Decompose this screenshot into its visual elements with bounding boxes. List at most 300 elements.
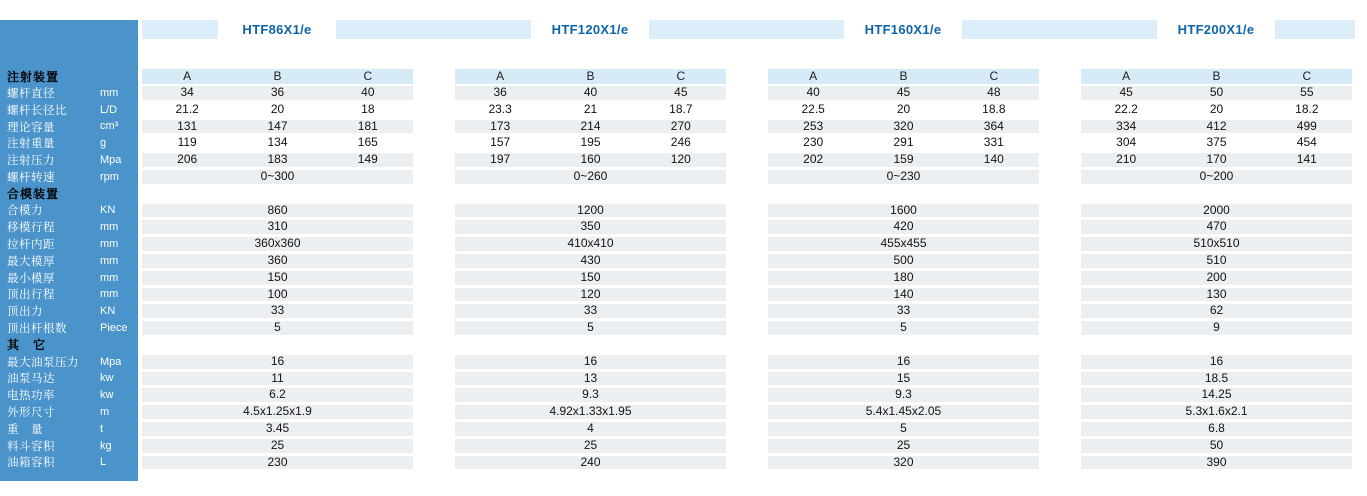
data-cell: 22.2 xyxy=(1114,101,1138,116)
data-row xyxy=(1081,204,1352,218)
data-cell-merged: 510 xyxy=(1206,252,1227,267)
param-label-row xyxy=(0,103,138,117)
param-unit: L xyxy=(100,456,107,469)
param-label: 移模行程 xyxy=(7,222,55,235)
param-unit: rpm xyxy=(100,170,119,183)
data-row xyxy=(455,422,726,436)
data-row xyxy=(142,86,413,100)
data-row xyxy=(768,304,1039,318)
data-cell-merged: 500 xyxy=(893,252,914,267)
data-cell-merged: 860 xyxy=(267,202,288,217)
param-label-row xyxy=(0,321,138,335)
param-label: 拉杆内距 xyxy=(7,239,55,252)
data-cell: 195 xyxy=(580,135,601,150)
data-cell-merged: 9.3 xyxy=(582,387,599,402)
data-cell: 197 xyxy=(490,152,511,167)
data-cell-merged: 410x410 xyxy=(567,236,614,251)
param-label: 油泵马达 xyxy=(7,373,55,386)
param-label: 电热功率 xyxy=(7,390,55,403)
param-label-row xyxy=(0,120,138,134)
column-header: A xyxy=(496,68,505,83)
data-cell-merged: 16 xyxy=(270,353,285,368)
param-unit: kg xyxy=(100,439,112,452)
data-cell: 20 xyxy=(896,101,911,116)
param-label-row xyxy=(0,304,138,318)
param-label-row xyxy=(0,388,138,402)
data-row xyxy=(142,237,413,251)
data-cell-merged: 180 xyxy=(893,269,914,284)
param-label-row xyxy=(0,439,138,453)
data-cell: 160 xyxy=(580,152,601,167)
column-header-row xyxy=(142,69,413,84)
spec-group-1 xyxy=(142,69,413,472)
column-header: B xyxy=(273,68,282,83)
section-spacer xyxy=(1081,338,1352,352)
data-cell: 246 xyxy=(670,135,691,150)
param-label: 合模力 xyxy=(7,205,43,218)
data-row xyxy=(1081,170,1352,184)
column-header: C xyxy=(363,68,373,83)
data-cell-merged: 470 xyxy=(1206,219,1227,234)
param-unit: t xyxy=(100,422,104,435)
spec-group-2 xyxy=(455,69,726,472)
data-cell: 149 xyxy=(357,152,378,167)
data-row xyxy=(768,103,1039,117)
data-cell-merged: 9.3 xyxy=(895,387,912,402)
param-label-row xyxy=(0,86,138,100)
data-cell: 147 xyxy=(267,118,288,133)
param-unit: Mpa xyxy=(100,355,122,368)
data-row xyxy=(142,120,413,134)
data-cell-merged: 16 xyxy=(1209,353,1224,368)
data-row xyxy=(455,439,726,453)
data-row xyxy=(1081,136,1352,150)
param-unit: Mpa xyxy=(100,154,122,167)
param-unit: m xyxy=(100,406,110,419)
model-title: HTF86X1/e xyxy=(218,20,336,39)
data-cell-merged: 0~230 xyxy=(886,168,921,183)
data-row xyxy=(768,271,1039,285)
param-unit: KN xyxy=(100,204,116,217)
section-spacer xyxy=(455,338,726,352)
data-cell-merged: 0~300 xyxy=(260,168,295,183)
param-unit: Piece xyxy=(100,322,128,335)
data-cell: 210 xyxy=(1116,152,1137,167)
data-cell-merged: 11 xyxy=(271,370,284,385)
data-row xyxy=(455,456,726,470)
data-row xyxy=(768,355,1039,369)
data-cell-merged: 120 xyxy=(580,286,601,301)
param-label: 重 量 xyxy=(7,423,43,436)
data-row xyxy=(455,321,726,335)
data-cell: 159 xyxy=(893,152,914,167)
data-cell-merged: 14.25 xyxy=(1201,387,1232,402)
data-cell: 165 xyxy=(357,135,378,150)
param-unit: kw xyxy=(100,372,114,385)
data-cell-merged: 0~200 xyxy=(1199,168,1234,183)
data-cell-merged: 4.5x1.25x1.9 xyxy=(243,404,312,419)
param-unit: mm xyxy=(100,86,119,99)
param-unit: mm xyxy=(100,254,119,267)
data-row xyxy=(768,405,1039,419)
data-cell: 181 xyxy=(357,118,378,133)
data-row xyxy=(455,355,726,369)
data-cell: 18 xyxy=(361,101,375,116)
data-row xyxy=(1081,103,1352,117)
param-label-row xyxy=(0,237,138,251)
column-header: A xyxy=(183,68,192,83)
model-title: HTF120X1/e xyxy=(531,20,649,39)
param-label-row xyxy=(0,288,138,302)
column-header-row xyxy=(768,69,1039,84)
data-cell: 40 xyxy=(583,85,598,99)
spec-group-3 xyxy=(768,69,1039,472)
data-row xyxy=(142,355,413,369)
column-header: A xyxy=(809,68,818,83)
data-row xyxy=(455,254,726,268)
data-cell-merged: 0~260 xyxy=(573,168,608,183)
data-cell: 375 xyxy=(1206,135,1227,150)
data-row xyxy=(768,204,1039,218)
param-unit: mm xyxy=(100,288,119,301)
param-label-row xyxy=(0,136,138,150)
data-row xyxy=(455,271,726,285)
data-row xyxy=(142,321,413,335)
data-cell: 270 xyxy=(670,118,691,133)
data-row xyxy=(455,103,726,117)
data-row xyxy=(142,304,413,318)
param-label-row xyxy=(0,372,138,386)
data-cell: 140 xyxy=(983,152,1004,167)
data-row xyxy=(768,321,1039,335)
data-row xyxy=(455,388,726,402)
data-row xyxy=(1081,422,1352,436)
data-row xyxy=(1081,86,1352,100)
data-row xyxy=(1081,271,1352,285)
data-cell-merged: 62 xyxy=(1209,303,1224,318)
data-cell-merged: 16 xyxy=(896,353,911,368)
column-header-row xyxy=(455,69,726,84)
data-row xyxy=(1081,237,1352,251)
data-cell: 48 xyxy=(987,85,1001,99)
data-row xyxy=(1081,405,1352,419)
data-row xyxy=(768,372,1039,386)
column-header: C xyxy=(989,68,999,83)
section-header-injection: 注射装置 xyxy=(7,70,60,84)
section-spacer xyxy=(455,187,726,201)
data-cell-merged: 33 xyxy=(896,303,911,318)
data-cell: 454 xyxy=(1296,135,1317,150)
data-cell: 253 xyxy=(803,118,824,133)
param-unit: mm xyxy=(100,238,119,251)
column-header-row xyxy=(1081,69,1352,84)
data-row xyxy=(1081,439,1352,453)
parameter-sidebar xyxy=(0,20,138,481)
data-cell-merged: 5.3x1.6x2.1 xyxy=(1185,404,1248,419)
data-cell: 412 xyxy=(1206,118,1227,133)
data-cell: 40 xyxy=(361,85,375,99)
param-label: 最大模厚 xyxy=(7,255,55,268)
param-label: 理论容量 xyxy=(7,121,55,134)
data-cell-merged: 150 xyxy=(580,269,601,284)
data-cell: 364 xyxy=(983,118,1004,133)
data-row xyxy=(1081,220,1352,234)
data-row xyxy=(768,170,1039,184)
data-cell-merged: 6.8 xyxy=(1208,420,1225,435)
data-cell-merged: 13 xyxy=(583,370,598,385)
param-label: 螺杆长径比 xyxy=(7,104,67,117)
data-cell: 334 xyxy=(1116,118,1137,133)
data-cell-merged: 130 xyxy=(1206,286,1227,301)
data-row xyxy=(768,237,1039,251)
data-cell-merged: 150 xyxy=(267,269,288,284)
data-cell-merged: 3.45 xyxy=(265,420,290,435)
data-row xyxy=(142,405,413,419)
param-label-row xyxy=(0,153,138,167)
section-spacer xyxy=(1081,187,1352,201)
data-cell: 21 xyxy=(583,101,598,116)
data-cell-merged: 4.92x1.33x1.95 xyxy=(549,404,632,419)
data-cell-merged: 360x360 xyxy=(254,236,301,251)
data-row xyxy=(1081,388,1352,402)
data-cell-merged: 25 xyxy=(270,437,285,452)
data-cell-merged: 5 xyxy=(900,320,907,335)
data-cell-merged: 15 xyxy=(896,370,911,385)
data-cell-merged: 200 xyxy=(1206,269,1227,284)
data-cell-merged: 430 xyxy=(580,252,601,267)
data-cell: 119 xyxy=(177,135,197,150)
data-row xyxy=(455,120,726,134)
param-unit: KN xyxy=(100,305,116,318)
param-unit: L/D xyxy=(100,103,118,116)
param-label-row xyxy=(0,204,138,218)
data-cell: 206 xyxy=(177,152,198,167)
data-cell-merged: 1200 xyxy=(577,202,604,217)
data-cell: 36 xyxy=(493,85,507,99)
data-row xyxy=(455,204,726,218)
data-cell: 304 xyxy=(1116,135,1137,150)
data-row xyxy=(142,439,413,453)
data-row xyxy=(1081,304,1352,318)
param-label-row xyxy=(0,170,138,184)
param-label: 顶出杆根数 xyxy=(7,323,67,336)
data-row xyxy=(1081,372,1352,386)
data-cell: 50 xyxy=(1209,85,1224,99)
data-cell: 18.8 xyxy=(982,101,1006,116)
data-cell-merged: 510x510 xyxy=(1193,236,1240,251)
data-cell-merged: 240 xyxy=(580,454,601,469)
data-cell-merged: 350 xyxy=(580,219,601,234)
param-label: 最小模厚 xyxy=(7,272,55,285)
data-cell: 214 xyxy=(580,118,601,133)
model-header-strip xyxy=(142,20,1355,39)
data-cell-merged: 16 xyxy=(583,353,598,368)
column-header: C xyxy=(1302,68,1312,83)
data-cell-merged: 5.4x1.45x2.05 xyxy=(865,404,942,419)
data-row xyxy=(142,103,413,117)
section-spacer xyxy=(768,338,1039,352)
section-header-other: 其 它 xyxy=(7,338,47,353)
section-header-clamping: 合模装置 xyxy=(7,187,60,202)
data-cell: 173 xyxy=(490,118,511,133)
data-cell-merged: 6.2 xyxy=(269,387,286,402)
column-header: C xyxy=(676,68,686,83)
data-cell-merged: 455x455 xyxy=(880,236,927,251)
data-row xyxy=(1081,321,1352,335)
data-row xyxy=(455,237,726,251)
data-cell: 45 xyxy=(896,85,911,99)
data-cell: 22.5 xyxy=(801,101,825,116)
section-spacer xyxy=(142,187,413,201)
data-cell: 202 xyxy=(803,152,824,167)
data-cell: 40 xyxy=(806,85,820,99)
data-row xyxy=(142,204,413,218)
data-cell-merged: 420 xyxy=(893,219,914,234)
column-header: A xyxy=(1122,68,1131,83)
section-spacer xyxy=(768,187,1039,201)
data-row xyxy=(768,120,1039,134)
data-cell: 55 xyxy=(1300,85,1314,99)
data-row xyxy=(1081,456,1352,470)
data-row xyxy=(142,136,413,150)
column-header: B xyxy=(899,68,908,83)
data-cell: 18.2 xyxy=(1295,101,1319,116)
data-cell-merged: 33 xyxy=(270,303,285,318)
param-label-row xyxy=(0,220,138,234)
data-row xyxy=(142,456,413,470)
data-cell: 18.7 xyxy=(669,101,693,116)
data-cell-merged: 9 xyxy=(1213,320,1220,335)
data-cell-merged: 2000 xyxy=(1203,202,1230,217)
data-row xyxy=(768,422,1039,436)
data-cell-merged: 5 xyxy=(274,320,281,335)
section-spacer xyxy=(142,338,413,352)
data-row xyxy=(768,86,1039,100)
param-unit: cm³ xyxy=(100,120,119,133)
param-label: 注射压力 xyxy=(7,155,55,168)
data-row xyxy=(455,136,726,150)
param-label: 料斗容积 xyxy=(7,440,55,453)
param-unit: mm xyxy=(100,221,119,234)
param-label-row xyxy=(0,355,138,369)
data-row xyxy=(455,405,726,419)
data-cell: 170 xyxy=(1206,152,1227,167)
model-title: HTF200X1/e xyxy=(1157,20,1275,39)
data-cell-merged: 140 xyxy=(893,286,914,301)
data-row xyxy=(455,372,726,386)
data-cell: 141 xyxy=(1296,152,1317,167)
data-cell-merged: 100 xyxy=(267,286,288,301)
param-label: 外形尺寸 xyxy=(7,407,55,420)
data-cell: 20 xyxy=(1209,101,1224,116)
data-row xyxy=(1081,355,1352,369)
data-row xyxy=(768,153,1039,167)
data-row xyxy=(455,170,726,184)
param-unit: g xyxy=(100,137,107,150)
data-cell: 45 xyxy=(674,85,688,99)
data-row xyxy=(142,422,413,436)
data-cell-merged: 33 xyxy=(583,303,598,318)
data-cell: 36 xyxy=(270,85,285,99)
data-row xyxy=(768,288,1039,302)
data-cell: 45 xyxy=(1119,85,1133,99)
param-label: 螺杆转速 xyxy=(7,171,55,184)
data-row xyxy=(142,271,413,285)
data-row xyxy=(768,439,1039,453)
data-row xyxy=(455,153,726,167)
data-cell-merged: 320 xyxy=(893,454,914,469)
data-cell-merged: 50 xyxy=(1209,437,1224,452)
parameter-rows xyxy=(0,69,138,472)
param-label-row xyxy=(0,271,138,285)
spec-group-4 xyxy=(1081,69,1352,472)
data-cell: 183 xyxy=(267,152,288,167)
data-row xyxy=(768,220,1039,234)
data-cell: 134 xyxy=(267,135,288,150)
param-unit: kw xyxy=(100,389,114,402)
param-label-row xyxy=(0,254,138,268)
param-label-row xyxy=(0,422,138,436)
data-row xyxy=(142,153,413,167)
data-row xyxy=(455,288,726,302)
data-row xyxy=(1081,120,1352,134)
data-cell-merged: 310 xyxy=(267,219,288,234)
data-row xyxy=(142,372,413,386)
data-cell-merged: 4 xyxy=(587,420,594,435)
data-row xyxy=(142,170,413,184)
data-cell-merged: 390 xyxy=(1206,454,1227,469)
param-label-row xyxy=(0,405,138,419)
data-row xyxy=(1081,153,1352,167)
data-cell-merged: 1600 xyxy=(890,202,917,217)
param-label: 顶出力 xyxy=(7,306,43,319)
data-row xyxy=(142,388,413,402)
data-cell: 20 xyxy=(270,101,285,116)
data-row xyxy=(142,288,413,302)
data-cell-merged: 230 xyxy=(267,454,288,469)
param-label: 螺杆直径 xyxy=(7,87,55,100)
data-row xyxy=(768,388,1039,402)
data-cell-merged: 5 xyxy=(900,420,907,435)
data-row xyxy=(455,304,726,318)
data-cell: 331 xyxy=(983,135,1004,150)
data-cell-merged: 360 xyxy=(267,252,288,267)
data-row xyxy=(455,220,726,234)
data-row xyxy=(768,254,1039,268)
param-label: 顶出行程 xyxy=(7,289,55,302)
data-cell: 291 xyxy=(893,135,914,150)
data-cell-merged: 25 xyxy=(583,437,598,452)
data-cell-merged: 25 xyxy=(896,437,911,452)
param-label: 注射重量 xyxy=(7,138,55,151)
data-cell: 131 xyxy=(177,118,198,133)
data-row xyxy=(1081,254,1352,268)
data-row xyxy=(455,86,726,100)
data-cell: 157 xyxy=(490,135,511,150)
param-label: 最大油泵压力 xyxy=(7,356,79,369)
data-cell-merged: 5 xyxy=(587,320,594,335)
data-cell-merged: 18.5 xyxy=(1204,370,1229,385)
param-unit: mm xyxy=(100,271,119,284)
data-row xyxy=(768,136,1039,150)
model-title: HTF160X1/e xyxy=(844,20,962,39)
data-row xyxy=(768,456,1039,470)
param-label-row xyxy=(0,456,138,470)
column-header: B xyxy=(586,68,595,83)
column-header: B xyxy=(1212,68,1221,83)
data-cell: 23.3 xyxy=(488,101,512,116)
data-row xyxy=(142,254,413,268)
